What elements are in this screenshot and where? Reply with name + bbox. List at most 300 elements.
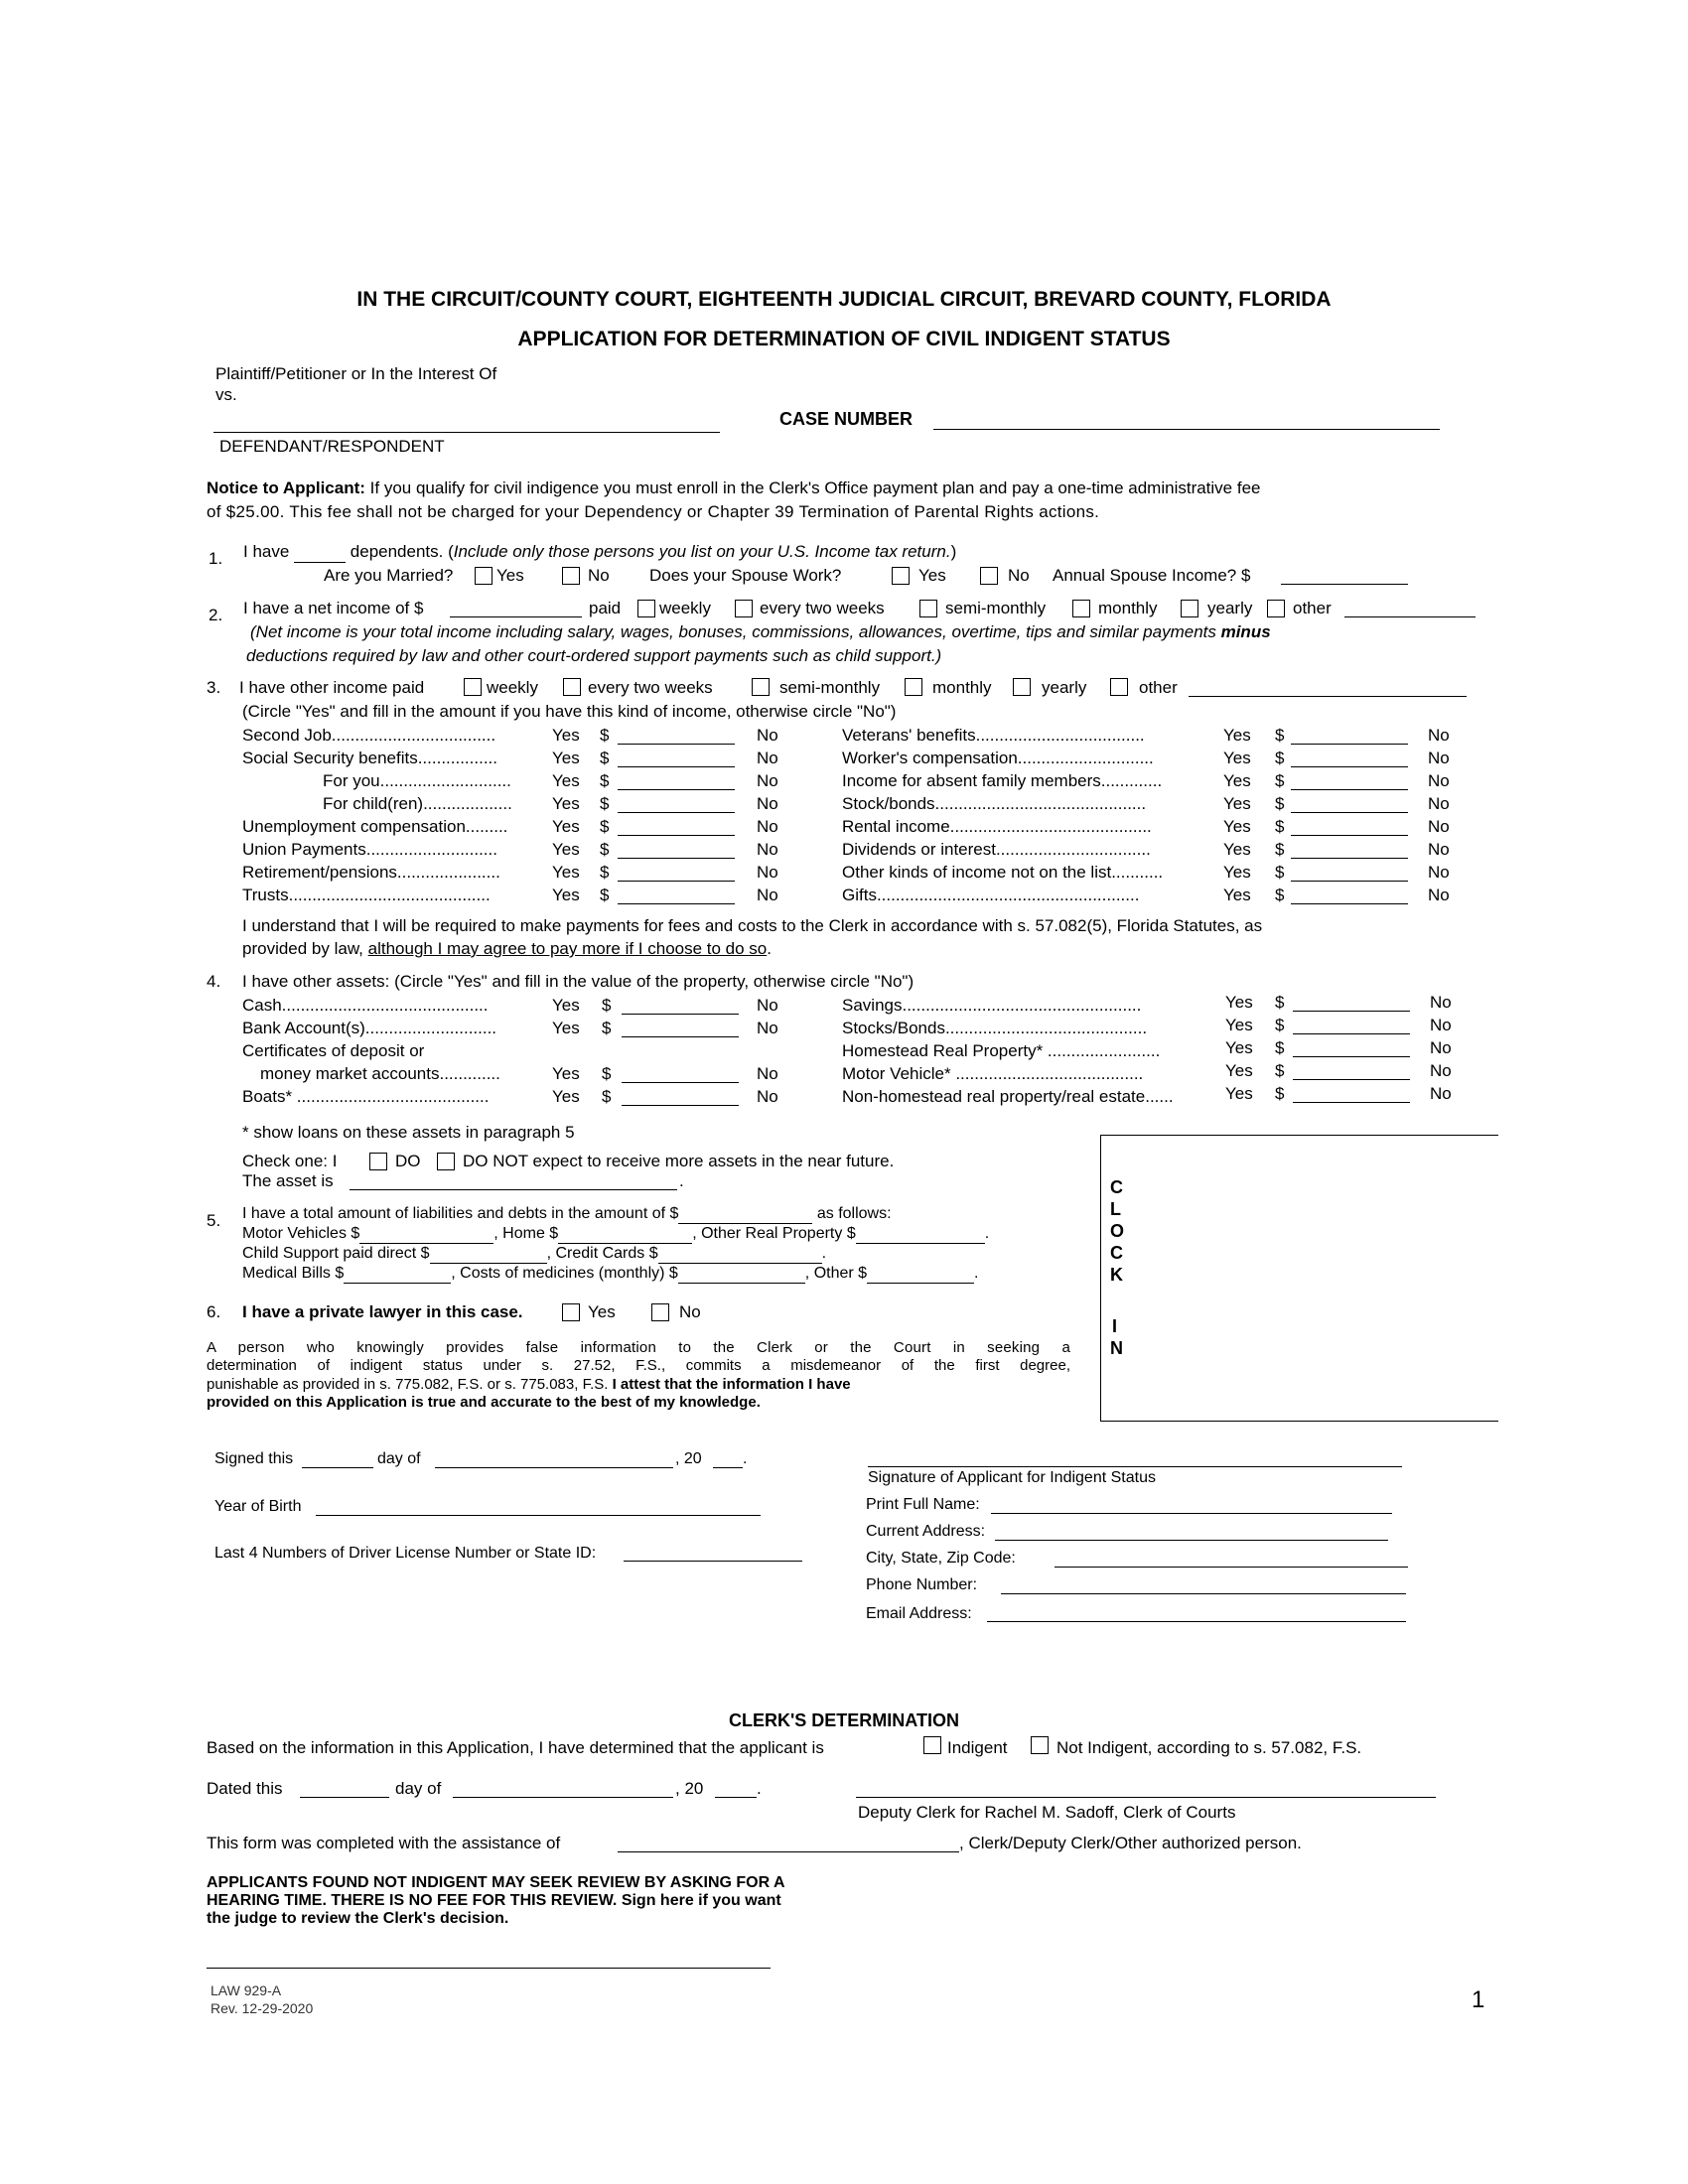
not-indigent-label: Not Indigent, according to s. 57.082, F.S. (1056, 1738, 1362, 1757)
spouse-income-field[interactable] (1281, 584, 1408, 585)
q3-right-item: Rental income........................................... (842, 817, 1152, 836)
medical-bills-field[interactable] (344, 1265, 451, 1284)
q3-left-amount-field[interactable] (618, 858, 735, 859)
q2-weekly-label: weekly (659, 599, 711, 617)
q4-left-amount-field[interactable] (622, 1105, 739, 1106)
print-name-field[interactable] (991, 1513, 1392, 1514)
q3-right-dollar: $ (1275, 749, 1285, 767)
married-yes-label: Yes (496, 566, 524, 585)
q5-medical: Medical Bills $ (242, 1265, 345, 1282)
q4-right-item: Savings................................................... (842, 996, 1142, 1015)
q3-right-item: Dividends or interest................................. (842, 840, 1151, 859)
q4-left-amount-field[interactable] (622, 1014, 739, 1015)
q4-left-amount-field[interactable] (622, 1082, 739, 1083)
dated-twenty: , 20 (675, 1779, 704, 1798)
q3-left-amount-field[interactable] (618, 744, 735, 745)
q3-right-yes[interactable]: Yes (1223, 817, 1251, 836)
q3-yearly-checkbox[interactable] (1013, 678, 1031, 696)
q5-line-1a: I have a total amount of liabilities and debts in the amount of $ (242, 1205, 679, 1222)
q3-right-item: Veterans' benefits.................................... (842, 726, 1145, 745)
q3-instruction: (Circle "Yes" and fill in the amount if you have this kind of income, otherwise circle "No") (242, 702, 897, 721)
q1-line (243, 542, 956, 563)
form-revision: Rev. 12-29-2020 (211, 2000, 314, 2016)
q3-right-item: Worker's compensation............................. (842, 749, 1154, 767)
q3-left-yes[interactable]: Yes (552, 726, 580, 745)
q4-right-dollar: $ (1275, 993, 1285, 1012)
applicant-signature-line[interactable] (868, 1466, 1402, 1467)
q5-line-1b: as follows: (816, 1205, 892, 1222)
q4-left-dollar: $ (602, 1064, 612, 1083)
q4-left-amount-field[interactable] (622, 1036, 739, 1037)
q3-left-item: For you............................ (323, 771, 511, 790)
q4-right-no[interactable]: No (1430, 1061, 1452, 1080)
q4-right-item: Stocks/Bonds........................................... (842, 1019, 1148, 1037)
plaintiff-label: Plaintiff/Petitioner or In the Interest Of (215, 364, 497, 383)
q3-left-item: Unemployment compensation......... (242, 817, 508, 836)
q5-period: . (984, 1225, 990, 1242)
q3-right-dollar: $ (1275, 863, 1285, 882)
q3-right-dollar: $ (1275, 886, 1285, 904)
asset-boats: Boats* ......................................... (242, 1087, 490, 1106)
do-not-label: DO NOT expect to receive more assets in the near future. (463, 1152, 895, 1170)
signed-this-label: Signed this (214, 1450, 294, 1467)
q3-right-yes[interactable]: Yes (1223, 771, 1251, 790)
q4-right-yes[interactable]: Yes (1225, 1016, 1253, 1034)
q3-right-no[interactable]: No (1428, 794, 1450, 813)
perjury-line-4: provided on this Application is true and accurate to the best of my knowledge. (207, 1394, 761, 1411)
q5-line-2 (242, 1225, 989, 1244)
q5-line-3 (242, 1245, 826, 1264)
q3-left-amount-field[interactable] (618, 766, 735, 767)
court-heading: IN THE CIRCUIT/COUNTY COURT, EIGHTEENTH JUDICIAL CIRCUIT, BREVARD COUNTY, FLORIDA (356, 288, 1332, 311)
q3-left-no[interactable]: No (757, 840, 778, 859)
q3-other-field[interactable] (1189, 696, 1467, 697)
q4-right-amount-field[interactable] (1293, 1102, 1410, 1103)
q4-left-no[interactable]: No (757, 1087, 778, 1106)
q5-line-4 (242, 1265, 979, 1284)
spouse-income-label: Annual Spouse Income? $ (1053, 566, 1251, 585)
q4-left-no[interactable]: No (757, 996, 778, 1015)
q1-close: ) (950, 542, 957, 561)
q5-child-support: Child Support paid direct $ (242, 1245, 430, 1262)
clock-letter: K (1110, 1265, 1123, 1285)
q3-left-no[interactable]: No (757, 863, 778, 882)
q3-left-amount-field[interactable] (618, 881, 735, 882)
q3-right-no[interactable]: No (1428, 817, 1450, 836)
q3-left-dollar: $ (600, 863, 610, 882)
q2-every-two-weeks-label: every two weeks (760, 599, 885, 617)
q6-text: I have a private lawyer in this case. (242, 1302, 523, 1321)
plaintiff-line[interactable] (213, 432, 720, 433)
home-field[interactable] (558, 1225, 692, 1244)
q4-right-yes[interactable]: Yes (1225, 1084, 1253, 1103)
q3-left-yes[interactable]: Yes (552, 817, 580, 836)
city-field[interactable] (1055, 1567, 1408, 1568)
page-number: 1 (1472, 1986, 1485, 2013)
q4-right-no[interactable]: No (1430, 1038, 1452, 1057)
q3-left-dollar: $ (600, 840, 610, 859)
q1-italic: Include only those persons you list on your U.S. Income tax return. (453, 542, 951, 561)
q2-monthly-label: monthly (1098, 599, 1158, 617)
q3-right-amount-field[interactable] (1291, 835, 1408, 836)
asset-cert-2: money market accounts............. (260, 1064, 500, 1083)
spouse-work-no-label: No (1008, 566, 1030, 585)
q4-right-dollar: $ (1275, 1061, 1285, 1080)
form-number: LAW 929-A (211, 1982, 282, 1998)
q3-right-amount-field[interactable] (1291, 812, 1408, 813)
q2-note-line-1 (250, 622, 1271, 642)
q4-right-item: Homestead Real Property* ........................ (842, 1041, 1161, 1060)
q5-motor: Motor Vehicles $ (242, 1225, 360, 1242)
q4-right-yes[interactable]: Yes (1225, 1061, 1253, 1080)
credit-cards-field[interactable] (658, 1245, 822, 1264)
clock-in-box (1100, 1135, 1498, 1422)
signed-day-of: day of (377, 1450, 421, 1467)
q3-right-yes[interactable]: Yes (1223, 749, 1251, 767)
q3-right-yes[interactable]: Yes (1223, 840, 1251, 859)
net-income-field[interactable] (450, 616, 582, 617)
perjury-line-1: A person who knowingly provides false information to the Clerk or the Court in seeking a (207, 1339, 1070, 1356)
dated-month-field[interactable] (453, 1797, 673, 1798)
q4-right-no[interactable]: No (1430, 1016, 1452, 1034)
q4-left-yes[interactable]: Yes (552, 1019, 580, 1037)
q4-left-yes[interactable]: Yes (552, 1064, 580, 1083)
married-label: Are you Married? (324, 566, 454, 585)
married-yes-checkbox[interactable] (475, 567, 492, 585)
review-line-2: HEARING TIME. THERE IS NO FEE FOR THIS REVIEW. Sign here if you want (207, 1892, 781, 1909)
spouse-work-label: Does your Spouse Work? (649, 566, 842, 585)
q3-left-no[interactable]: No (757, 726, 778, 745)
q3-left-yes[interactable]: Yes (552, 863, 580, 882)
q4-right-amount-field[interactable] (1293, 1079, 1410, 1080)
dated-year-field[interactable] (715, 1797, 757, 1798)
notice-text-1: If you qualify for civil indigence you must enroll in the Clerk's Office payment plan and pay a one-time administrative fee (369, 478, 1261, 497)
q3-left-no[interactable]: No (757, 794, 778, 813)
perjury-line-2: determination of indigent status under s. 27.52, F.S., commits a misdemeanor of the first degree, (207, 1357, 1070, 1374)
q3-left-no[interactable]: No (757, 749, 778, 767)
asset-bank: Bank Account(s)............................ (242, 1019, 497, 1037)
case-number-label: CASE NUMBER (779, 409, 914, 429)
q2-monthly-checkbox[interactable] (1072, 600, 1090, 617)
q3-right-no[interactable]: No (1428, 771, 1450, 790)
q2-paid: paid (589, 599, 622, 617)
q5-period: . (974, 1265, 979, 1282)
vs-label: vs. (215, 385, 237, 404)
q3-left-amount-field[interactable] (618, 789, 735, 790)
q3-monthly-checkbox[interactable] (905, 678, 922, 696)
lawyer-no-checkbox[interactable] (651, 1303, 669, 1321)
q4-right-item: Motor Vehicle* ........................................ (842, 1064, 1144, 1083)
q5-period: . (821, 1245, 827, 1262)
dated-day-of: day of (395, 1779, 442, 1798)
indigent-label: Indigent (947, 1738, 1008, 1757)
q2-semi-monthly-label: semi-monthly (945, 599, 1047, 617)
q3-weekly-label: weekly (487, 678, 538, 697)
q3-right-dollar: $ (1275, 817, 1285, 836)
review-line-3: the judge to review the Clerk's decision. (207, 1910, 509, 1927)
q4-right-dollar: $ (1275, 1038, 1285, 1057)
clock-letter: O (1110, 1221, 1125, 1241)
not-indigent-checkbox[interactable] (1031, 1736, 1049, 1754)
applicant-signature-label: Signature of Applicant for Indigent Status (868, 1469, 1156, 1486)
q6-number: 6. (207, 1302, 221, 1321)
q1-post: dependents. ( (350, 542, 454, 561)
do-not-checkbox[interactable] (437, 1153, 455, 1170)
q3-left-dollar: $ (600, 726, 610, 745)
q2-pre: I have a net income of $ (243, 599, 424, 617)
clock-letter: C (1110, 1177, 1123, 1197)
defendant-label: DEFENDANT/RESPONDENT (219, 437, 445, 456)
q3-left-item: Trusts........................................... (242, 886, 491, 904)
q3-left-dollar: $ (600, 771, 610, 790)
understand-line-1: I understand that I will be required to make payments for fees and costs to the Clerk in accordance with s. 57.082(5), Florida Statutes, as (242, 916, 1263, 935)
q3-right-no[interactable]: No (1428, 840, 1450, 859)
q3-monthly-label: monthly (932, 678, 992, 697)
phone-field[interactable] (1001, 1593, 1406, 1594)
q4-right-yes[interactable]: Yes (1225, 993, 1253, 1012)
deputy-label: Deputy Clerk for Rachel M. Sadoff, Clerk of Courts (858, 1803, 1236, 1822)
q3-right-amount-field[interactable] (1291, 789, 1408, 790)
spouse-work-yes-checkbox[interactable] (892, 567, 910, 585)
q5-credit: , Credit Cards $ (546, 1245, 658, 1262)
q3-right-no[interactable]: No (1428, 863, 1450, 882)
dependents-field[interactable] (294, 542, 346, 563)
q3-left-dollar: $ (600, 749, 610, 767)
notice-label: Notice to Applicant: (207, 478, 365, 497)
q3-right-no[interactable]: No (1428, 749, 1450, 767)
signed-twenty: , 20 (675, 1450, 702, 1467)
q3-right-dollar: $ (1275, 840, 1285, 859)
q4-right-dollar: $ (1275, 1084, 1285, 1103)
signed-day-field[interactable] (302, 1467, 373, 1468)
signed-month-field[interactable] (435, 1467, 673, 1468)
perjury-3b: I attest that the information I have (612, 1376, 851, 1393)
q3-right-amount-field[interactable] (1291, 766, 1408, 767)
dated-day-field[interactable] (300, 1797, 389, 1798)
q5-medicines: , Costs of medicines (monthly) $ (451, 1265, 678, 1282)
address-field[interactable] (995, 1540, 1388, 1541)
understand-2b: although I may agree to pay more if I choose to do so (367, 939, 768, 958)
notice-line-2: of $25.00. This fee shall not be charged for your Dependency or Chapter 39 Termination of Parental Rights actions. (207, 502, 1100, 521)
q3-left-yes[interactable]: Yes (552, 886, 580, 904)
show-loans-note: * show loans on these assets in paragraph 5 (242, 1123, 575, 1142)
q4-left-dollar: $ (602, 1087, 612, 1106)
q2-note-1: (Net income is your total income including salary, wages, bonuses, commissions, allowances, overtime, tips and similar payments (250, 622, 1221, 641)
q4-left-dollar: $ (602, 1019, 612, 1037)
q3-left-yes[interactable]: Yes (552, 840, 580, 859)
q4-left-dollar: $ (602, 996, 612, 1015)
understand-2c: . (767, 939, 772, 958)
indigent-checkbox[interactable] (923, 1736, 941, 1754)
q3-pre: I have other income paid (239, 678, 425, 697)
dated-this-label: Dated this (207, 1779, 283, 1798)
clerk-heading: CLERK'S DETERMINATION (729, 1710, 959, 1730)
q4-right-no[interactable]: No (1430, 993, 1452, 1012)
q4-pre: I have other assets: (Circle "Yes" and fill in the value of the property, otherwise circle "No") (242, 972, 914, 991)
review-line-1: APPLICANTS FOUND NOT INDIGENT MAY SEEK REVIEW BY ASKING FOR A (207, 1874, 785, 1891)
q3-left-item: Union Payments............................ (242, 840, 497, 859)
review-signature-line[interactable] (207, 1968, 771, 1969)
q3-right-yes[interactable]: Yes (1223, 726, 1251, 745)
clock-letter: N (1110, 1338, 1123, 1358)
other-real-property-field[interactable] (856, 1225, 985, 1244)
q3-right-amount-field[interactable] (1291, 881, 1408, 882)
q4-right-no[interactable]: No (1430, 1084, 1452, 1103)
q3-left-dollar: $ (600, 794, 610, 813)
asset-is-field[interactable] (350, 1189, 677, 1190)
q3-left-yes[interactable]: Yes (552, 794, 580, 813)
q3-semi-monthly-checkbox[interactable] (752, 678, 770, 696)
q3-other-checkbox[interactable] (1110, 678, 1128, 696)
q3-right-dollar: $ (1275, 726, 1285, 745)
email-label: Email Address: (866, 1605, 972, 1622)
notice-line-1 (207, 478, 1261, 498)
q4-right-item: Non-homestead real property/real estate...... (842, 1087, 1174, 1106)
q5-number: 5. (207, 1211, 221, 1230)
q3-every-two-weeks-checkbox[interactable] (563, 678, 581, 696)
q3-left-amount-field[interactable] (618, 812, 735, 813)
q3-right-item: Gifts........................................................ (842, 886, 1140, 904)
form-title: APPLICATION FOR DETERMINATION OF CIVIL INDIGENT STATUS (517, 328, 1171, 350)
total-liabilities-field[interactable] (678, 1205, 812, 1224)
q5-line-1 (242, 1205, 892, 1224)
q3-left-amount-field[interactable] (618, 903, 735, 904)
do-label: DO (395, 1152, 421, 1170)
q3-right-yes[interactable]: Yes (1223, 886, 1251, 904)
signed-period: . (743, 1450, 748, 1467)
q5-other: , Other $ (804, 1265, 868, 1282)
married-no-label: No (588, 566, 610, 585)
q2-yearly-label: yearly (1207, 599, 1253, 617)
q3-left-dollar: $ (600, 817, 610, 836)
q2-other-field[interactable] (1344, 616, 1476, 617)
medicines-field[interactable] (678, 1265, 805, 1284)
q4-right-amount-field[interactable] (1293, 1056, 1410, 1057)
email-field[interactable] (987, 1621, 1406, 1622)
check-one-label: Check one: I (242, 1152, 338, 1170)
q4-left-yes[interactable]: Yes (552, 996, 580, 1015)
perjury-line-3 (207, 1376, 851, 1394)
clock-letter: L (1110, 1199, 1121, 1219)
q4-left-no[interactable]: No (757, 1064, 778, 1083)
q2-other-label: other (1293, 599, 1332, 617)
assist-field[interactable] (618, 1851, 959, 1852)
dated-period: . (757, 1779, 762, 1798)
understand-line-2 (242, 939, 772, 959)
q2-semi-monthly-checkbox[interactable] (919, 600, 937, 617)
year-of-birth-field[interactable] (316, 1515, 761, 1516)
q2-note-bold: minus (1220, 622, 1271, 641)
q3-left-item: Retirement/pensions...................... (242, 863, 500, 882)
q3-other-label: other (1139, 678, 1178, 697)
q3-left-yes[interactable]: Yes (552, 771, 580, 790)
asset-cert-1: Certificates of deposit or (242, 1041, 425, 1060)
q2-other-checkbox[interactable] (1267, 600, 1285, 617)
case-number-field[interactable] (933, 429, 1440, 430)
married-no-checkbox[interactable] (562, 567, 580, 585)
other-debt-field[interactable] (867, 1265, 974, 1284)
city-label: City, State, Zip Code: (866, 1550, 1016, 1567)
q3-left-no[interactable]: No (757, 817, 778, 836)
q4-left-no[interactable]: No (757, 1019, 778, 1037)
q3-every-two-weeks-label: every two weeks (588, 678, 713, 697)
q3-right-item: Income for absent family members............. (842, 771, 1163, 790)
q3-right-item: Stock/bonds............................................. (842, 794, 1147, 813)
q3-left-amount-field[interactable] (618, 835, 735, 836)
q3-right-no[interactable]: No (1428, 726, 1450, 745)
q5-other-real: , Other Real Property $ (692, 1225, 856, 1242)
q1-pre: I have (243, 542, 290, 561)
child-support-field[interactable] (430, 1245, 547, 1264)
do-checkbox[interactable] (369, 1153, 387, 1170)
q3-left-yes[interactable]: Yes (552, 749, 580, 767)
spouse-work-yes-label: Yes (918, 566, 946, 585)
phone-label: Phone Number: (866, 1576, 978, 1593)
deputy-signature-line[interactable] (856, 1797, 1436, 1798)
assist-pre: This form was completed with the assistance of (207, 1834, 561, 1852)
lawyer-yes-checkbox[interactable] (562, 1303, 580, 1321)
q3-left-item: Second Job................................... (242, 726, 496, 745)
q4-left-yes[interactable]: Yes (552, 1087, 580, 1106)
q3-right-dollar: $ (1275, 771, 1285, 790)
q3-right-amount-field[interactable] (1291, 903, 1408, 904)
q4-right-amount-field[interactable] (1293, 1011, 1410, 1012)
q3-left-dollar: $ (600, 886, 610, 904)
q4-right-dollar: $ (1275, 1016, 1285, 1034)
q3-right-yes[interactable]: Yes (1223, 794, 1251, 813)
q2-note-line-2: deductions required by law and other court-ordered support payments such as child support.) (246, 646, 942, 665)
q3-right-dollar: $ (1275, 794, 1285, 813)
year-of-birth-label: Year of Birth (214, 1498, 302, 1515)
asset-is-period: . (679, 1171, 684, 1190)
asset-cash: Cash............................................ (242, 996, 489, 1015)
q4-right-yes[interactable]: Yes (1225, 1038, 1253, 1057)
asset-is-label: The asset is (242, 1171, 334, 1190)
last4-field[interactable] (624, 1561, 802, 1562)
q3-right-no[interactable]: No (1428, 886, 1450, 904)
clerk-based-on: Based on the information in this Application, I have determined that the applicant is (207, 1738, 824, 1757)
q3-right-yes[interactable]: Yes (1223, 863, 1251, 882)
q3-left-no[interactable]: No (757, 886, 778, 904)
q2-weekly-checkbox[interactable] (637, 600, 655, 617)
address-label: Current Address: (866, 1523, 986, 1540)
understand-2a: provided by law, (242, 939, 368, 958)
spouse-work-no-checkbox[interactable] (980, 567, 998, 585)
q4-right-amount-field[interactable] (1293, 1033, 1410, 1034)
assist-post: , Clerk/Deputy Clerk/Other authorized person. (959, 1834, 1302, 1852)
signed-year-field[interactable] (713, 1467, 743, 1468)
q2-number: 2. (209, 606, 223, 624)
lawyer-no-label: No (679, 1302, 701, 1321)
lawyer-yes-label: Yes (588, 1302, 616, 1321)
q2-yearly-checkbox[interactable] (1181, 600, 1198, 617)
last4-label: Last 4 Numbers of Driver License Number or State ID: (214, 1545, 597, 1562)
clock-letter: I (1112, 1316, 1118, 1336)
q3-weekly-checkbox[interactable] (464, 678, 482, 696)
q2-every-two-weeks-checkbox[interactable] (735, 600, 753, 617)
q3-semi-monthly-label: semi-monthly (779, 678, 881, 697)
q3-left-item: For child(ren)................... (323, 794, 512, 813)
perjury-3a: punishable as provided in s. 775.082, F.S. or s. 775.083, F.S. (207, 1376, 613, 1393)
q3-number: 3. (207, 678, 221, 697)
motor-vehicles-field[interactable] (359, 1225, 493, 1244)
q3-left-no[interactable]: No (757, 771, 778, 790)
q3-right-amount-field[interactable] (1291, 858, 1408, 859)
q3-left-item: Social Security benefits................. (242, 749, 497, 767)
clock-letter: C (1110, 1243, 1123, 1263)
q3-right-amount-field[interactable] (1291, 744, 1408, 745)
print-name-label: Print Full Name: (866, 1496, 980, 1513)
